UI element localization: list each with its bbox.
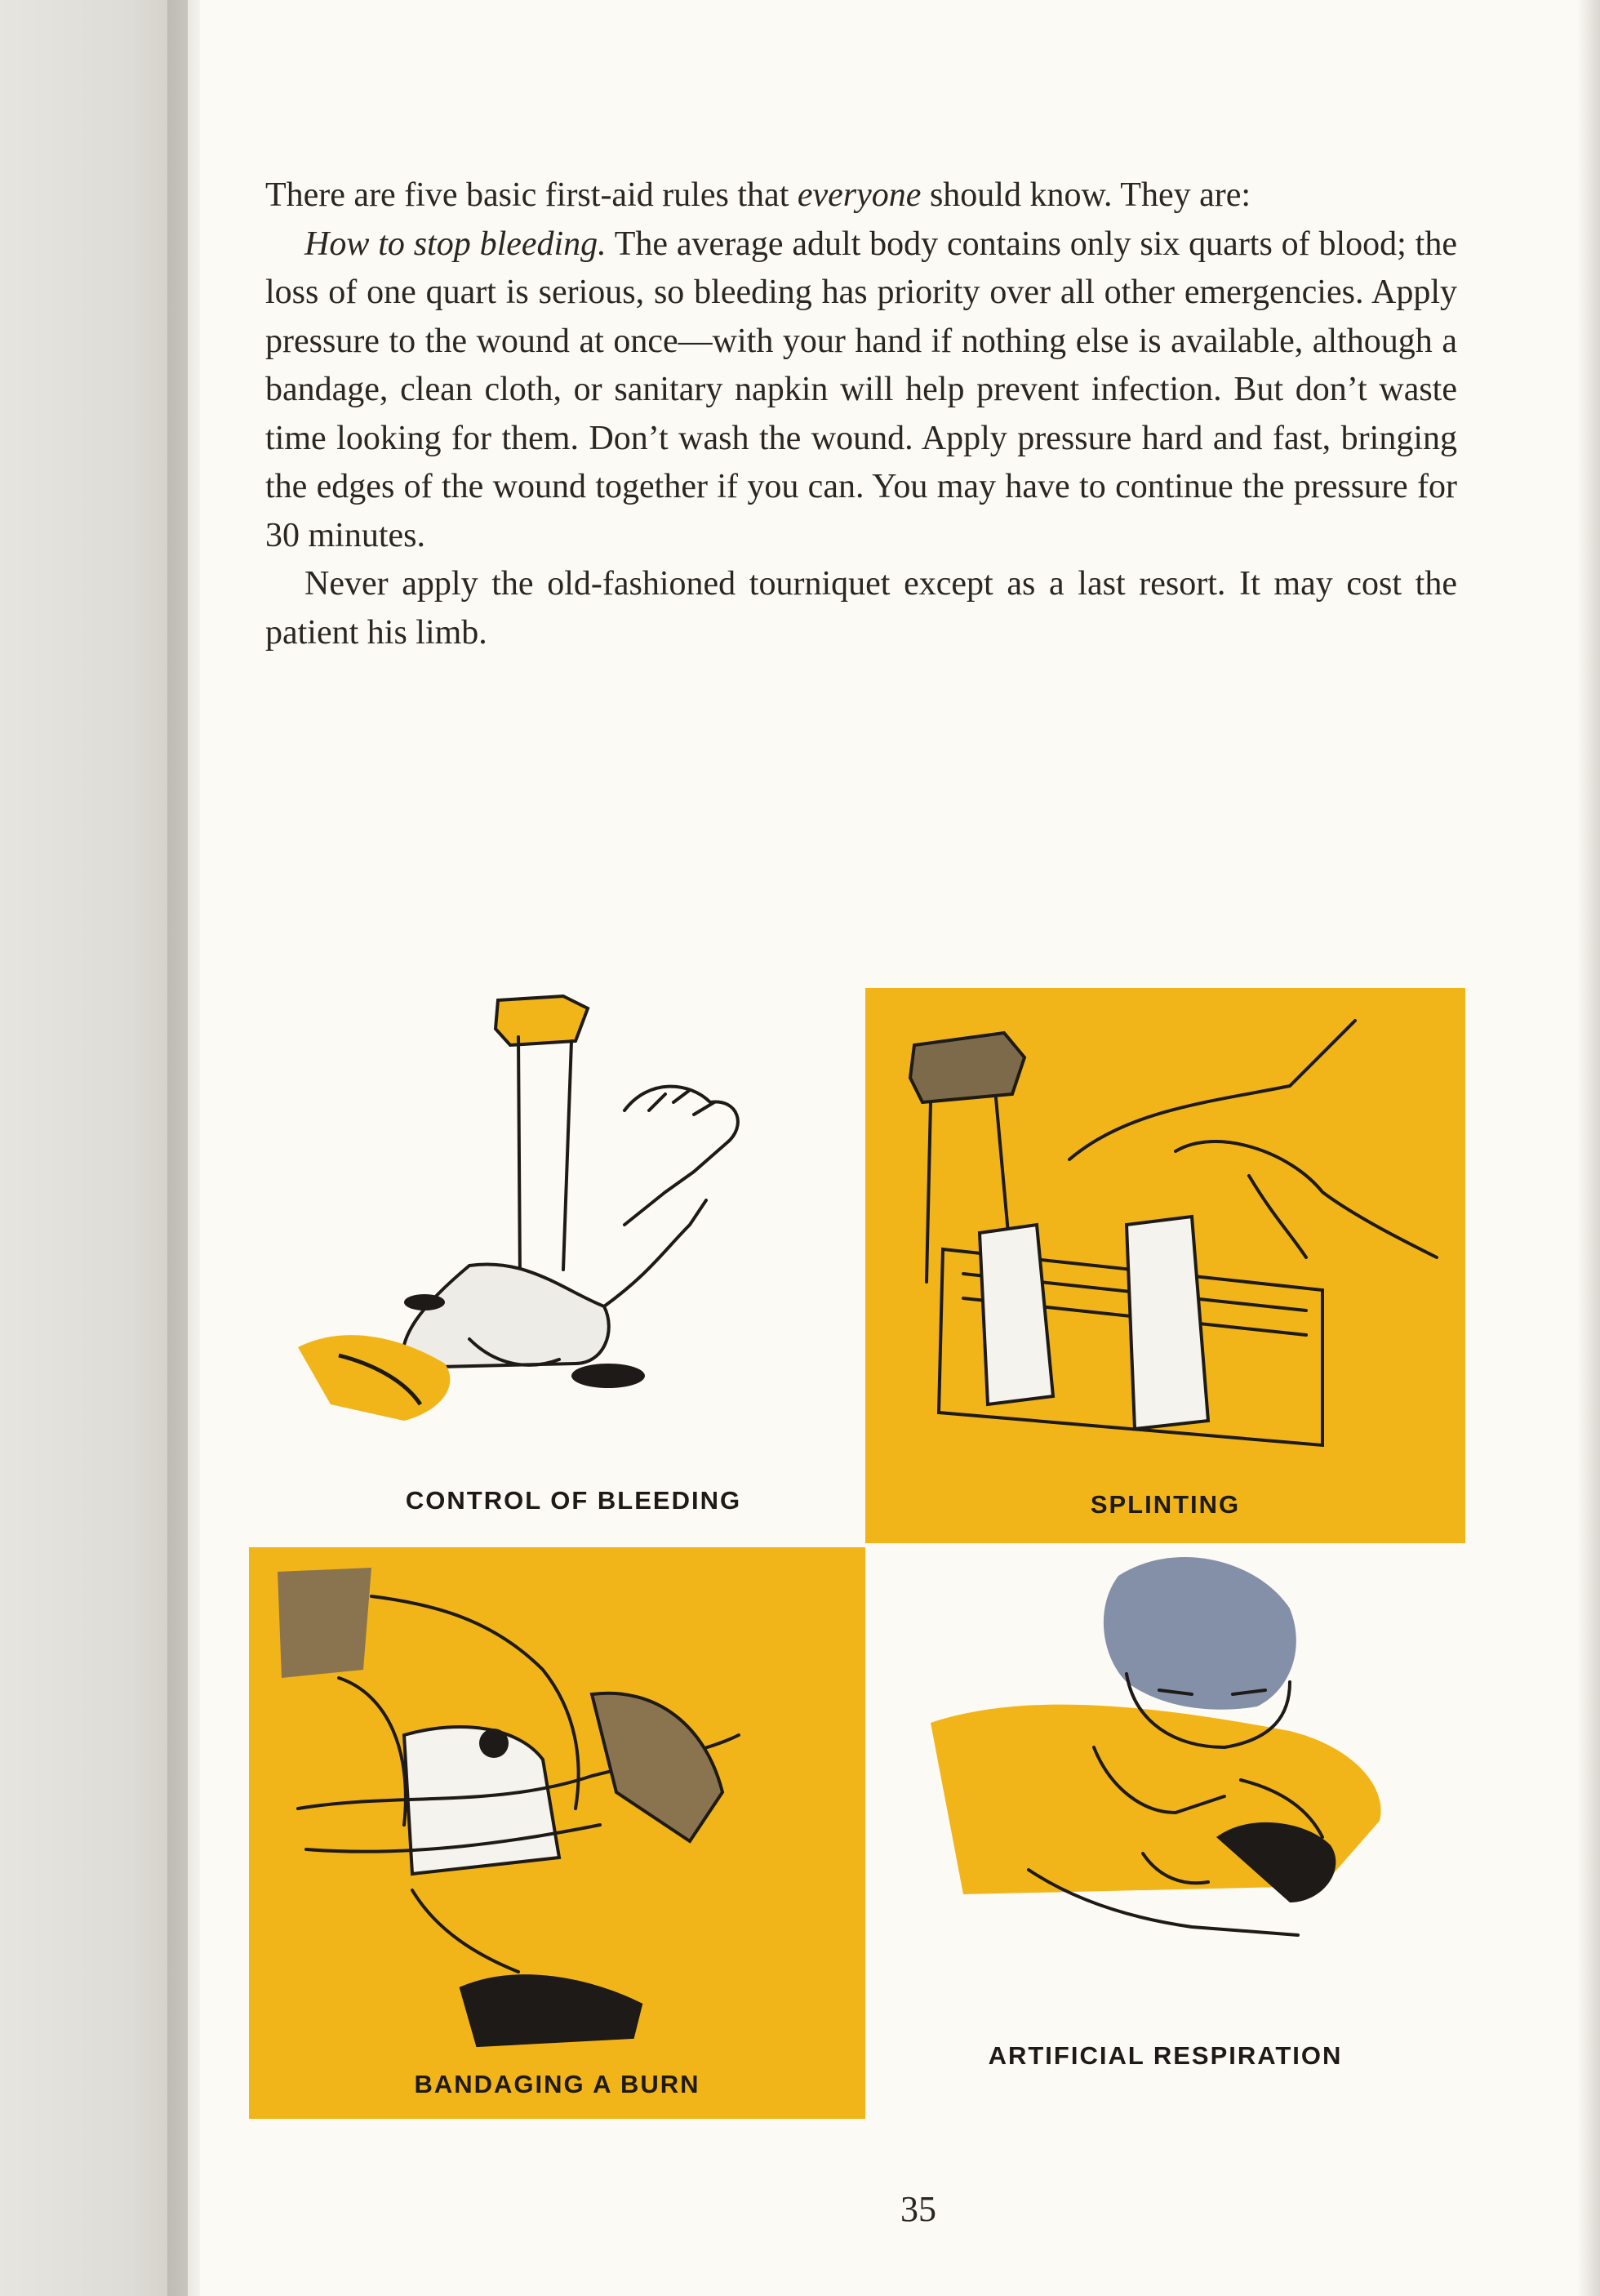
gutter-shadow [167, 0, 200, 2296]
intro-tail: should know. They are: [921, 176, 1251, 214]
body-text [265, 171, 1457, 657]
bleeding-body: The average adult body contains only six quarts of blood; the loss of one quart is serious, so bleeding has priority over all other emergencies. Apply pressure to the wound at once—with your hand if nothing else is available, although a bandage, clean cloth, or sanitary napkin will help prevent infection. But don’t waste time looking for them. Don’t wash the wound. Apply pressure hard and fast, bringing the edges of the wound together if you can. You may have to continue the pressure for 30 minutes. [265, 225, 1457, 554]
respiration-illustration [865, 1543, 1465, 2033]
illustration-artificial-respiration [865, 1543, 1465, 2098]
bleeding-paragraph [265, 220, 1457, 561]
illustration-splinting [865, 988, 1465, 1543]
splinting-illustration [865, 988, 1465, 1478]
caption-artificial-respiration: ARTIFICIAL RESPIRATION [988, 2041, 1343, 2070]
page-number: 35 [900, 2189, 936, 2229]
illustration-control-of-bleeding [282, 980, 865, 1535]
caption-bandaging-a-burn: BANDAGING A BURN [414, 2070, 700, 2098]
bleeding-heading: How to stop bleeding. [304, 225, 607, 263]
tourniquet-paragraph: Never apply the old-fashioned tourniquet except as a last resort. It may cost the patient his limb. [265, 565, 1457, 652]
intro-paragraph [265, 171, 1457, 220]
intro-emphasis: everyone [797, 176, 922, 214]
page-edge [1577, 0, 1600, 2296]
caption-control-of-bleeding: CONTROL OF BLEEDING [405, 1486, 742, 1515]
book-gutter [0, 0, 188, 2296]
illustration-bandaging-a-burn [249, 1547, 865, 2119]
bleeding-illustration [282, 980, 865, 1470]
caption-splinting: SPLINTING [1090, 1490, 1241, 1519]
intro-lead: There are five basic first-aid rules that [265, 176, 798, 214]
burn-illustration [249, 1547, 865, 2053]
